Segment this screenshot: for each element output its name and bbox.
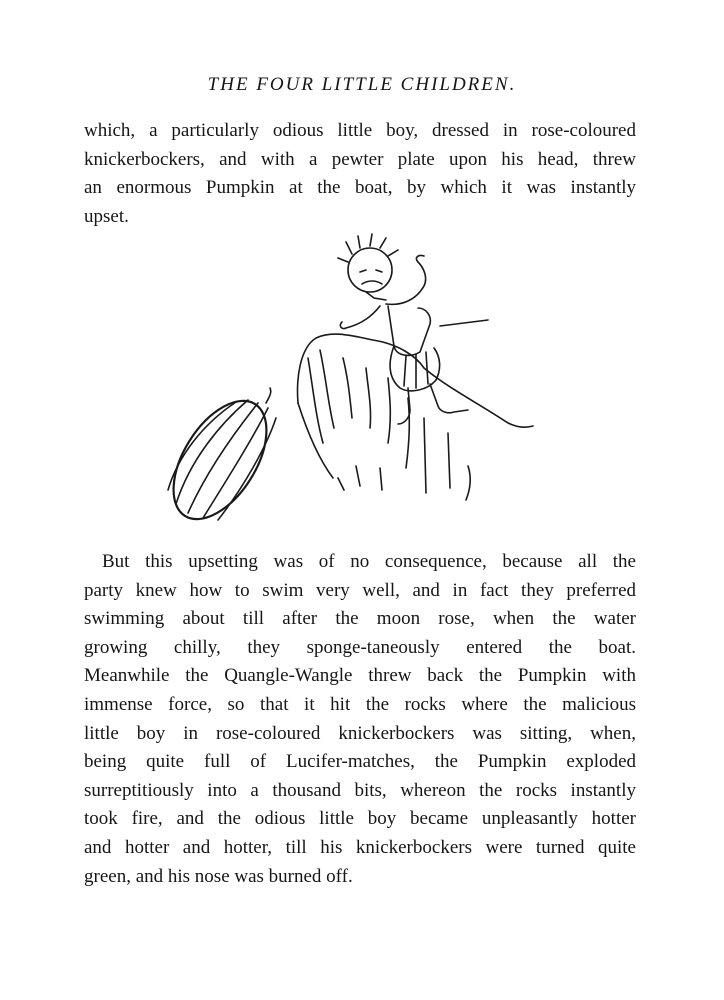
text-line: growing chilly, they sponge-taneously entered the boat. [84,636,636,658]
text-line: immense force, so that it hit the rocks where the malicious [84,693,636,715]
text-line: party knew how to swim very well, and in fact they preferred [84,579,636,601]
text-line: took fire, and the odious little boy became unpleasantly hotter [84,808,636,830]
text-line: little boy in rose-coloured knickerbockers was sitting, when, [84,722,636,744]
text-line: which, a particularly odious little boy, dressed in rose-coloured [84,120,636,141]
text-line: But this upsetting was of no consequence, because all the [102,551,636,572]
running-head: THE FOUR LITTLE CHILDREN. [207,74,517,95]
text-line: upset. [84,205,129,227]
illustration-boy-and-pumpkin [148,228,548,530]
text-line: an enormous Pumpkin at the boat, by which it was instantly [84,177,636,199]
text-line: knickerbockers, and with a pewter plate upon his head, threw [84,148,636,170]
paragraph-1 [84,117,636,231]
text-line: swimming about till after the moon rose, when the water [84,608,636,630]
pumpkin-drawing [154,385,285,530]
line-drawing [148,228,548,530]
text-line: surreptitiously into a thousand bits, whereon the rocks instantly [84,779,636,801]
paragraph-2 [84,548,636,891]
text-line: Meanwhile the Quangle-Wangle threw back the Pumpkin with [84,665,636,687]
text-line: green, and his nose was burned off. [84,865,353,887]
boy-drawing [338,234,488,424]
text-line: and hotter and hotter, till his knickerbockers were turned quite [84,836,636,858]
text-line: being quite full of Lucifer-matches, the Pumpkin exploded [84,751,636,773]
